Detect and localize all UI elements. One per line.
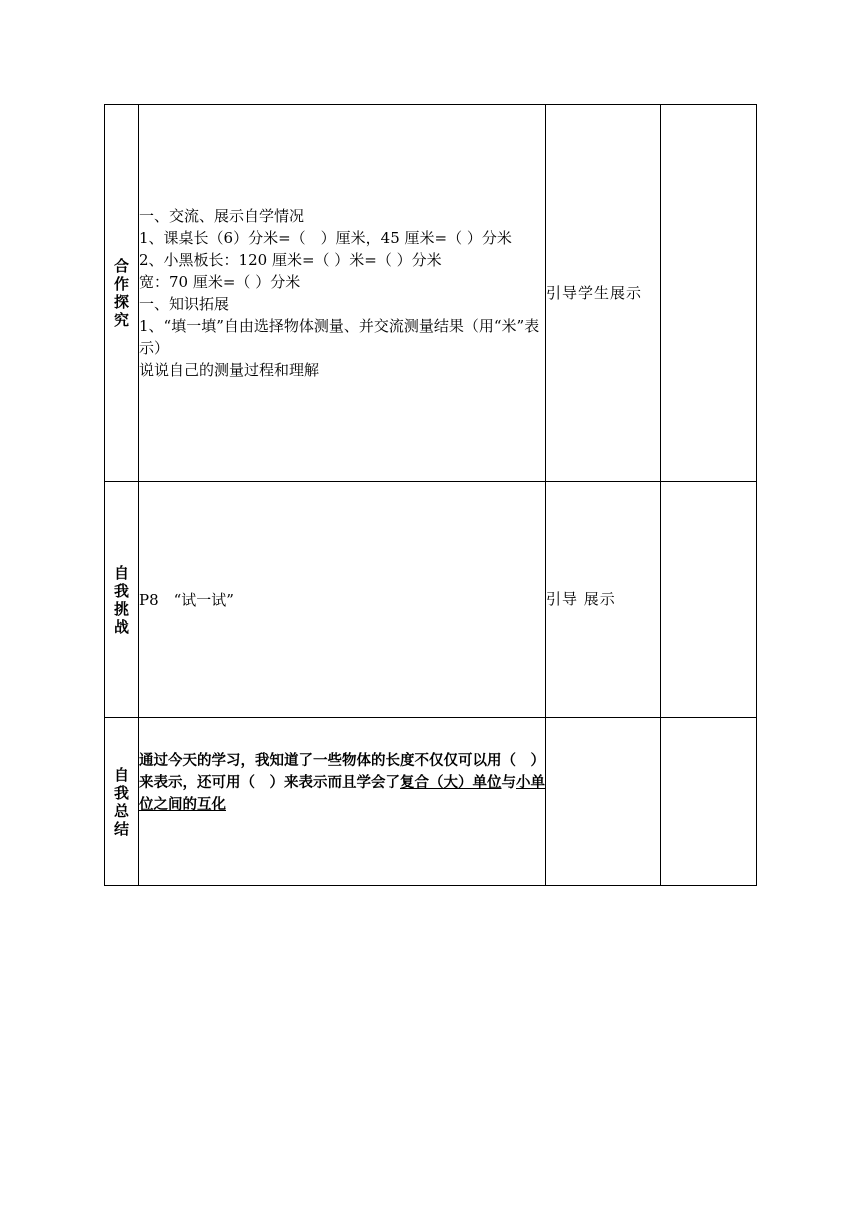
underlined-term: 复合（大）单位	[400, 775, 502, 791]
content-line: 1、课桌长（6）分米=（ ）厘米，45 厘米=（ ）分米	[139, 229, 512, 247]
section-label-self-challenge: 自 我 挑 战	[105, 482, 139, 718]
content-line: 1、“填一填”自由选择物体测量、并交流测量结果（用“米”表示）	[139, 317, 540, 357]
teacher-guide-challenge: 引导 展示	[546, 482, 661, 718]
cooperate-content	[139, 105, 546, 482]
notes-cell-challenge	[661, 482, 757, 718]
notes-cell-cooperate	[661, 105, 757, 482]
content-line: 说说自己的测量过程和理解	[139, 361, 320, 379]
underlined-term: 小单位之间的互化	[139, 775, 545, 813]
content-line: 2、小黑板长：120 厘米=（ ）米=（ ）分米	[139, 251, 442, 269]
content-line: 一、交流、展示自学情况	[139, 207, 305, 225]
row-cooperate-explore	[105, 105, 757, 482]
section-label-self-summary: 自 我 总 结	[105, 718, 139, 886]
row-self-summary	[105, 718, 757, 886]
challenge-content: P8 “试一试”	[139, 482, 546, 718]
lesson-plan-table	[104, 104, 757, 886]
teacher-guide-summary	[546, 718, 661, 886]
content-line: 一、知识拓展	[139, 295, 230, 313]
section-label-cooperate-explore: 合 作 探 究	[105, 105, 139, 482]
notes-cell-summary	[661, 718, 757, 886]
summary-content: 通过今天的学习，我知道了一些物体的长度不仅仅可以用（ ）来表示，还可用（ ）来表示而且学会了复合（大）单位与小单位之间的互化	[139, 718, 546, 886]
row-self-challenge	[105, 482, 757, 718]
content-line: 宽：70 厘米=（ ）分米	[139, 273, 301, 291]
teacher-guide-cooperate: 引导学生展示	[546, 105, 661, 482]
